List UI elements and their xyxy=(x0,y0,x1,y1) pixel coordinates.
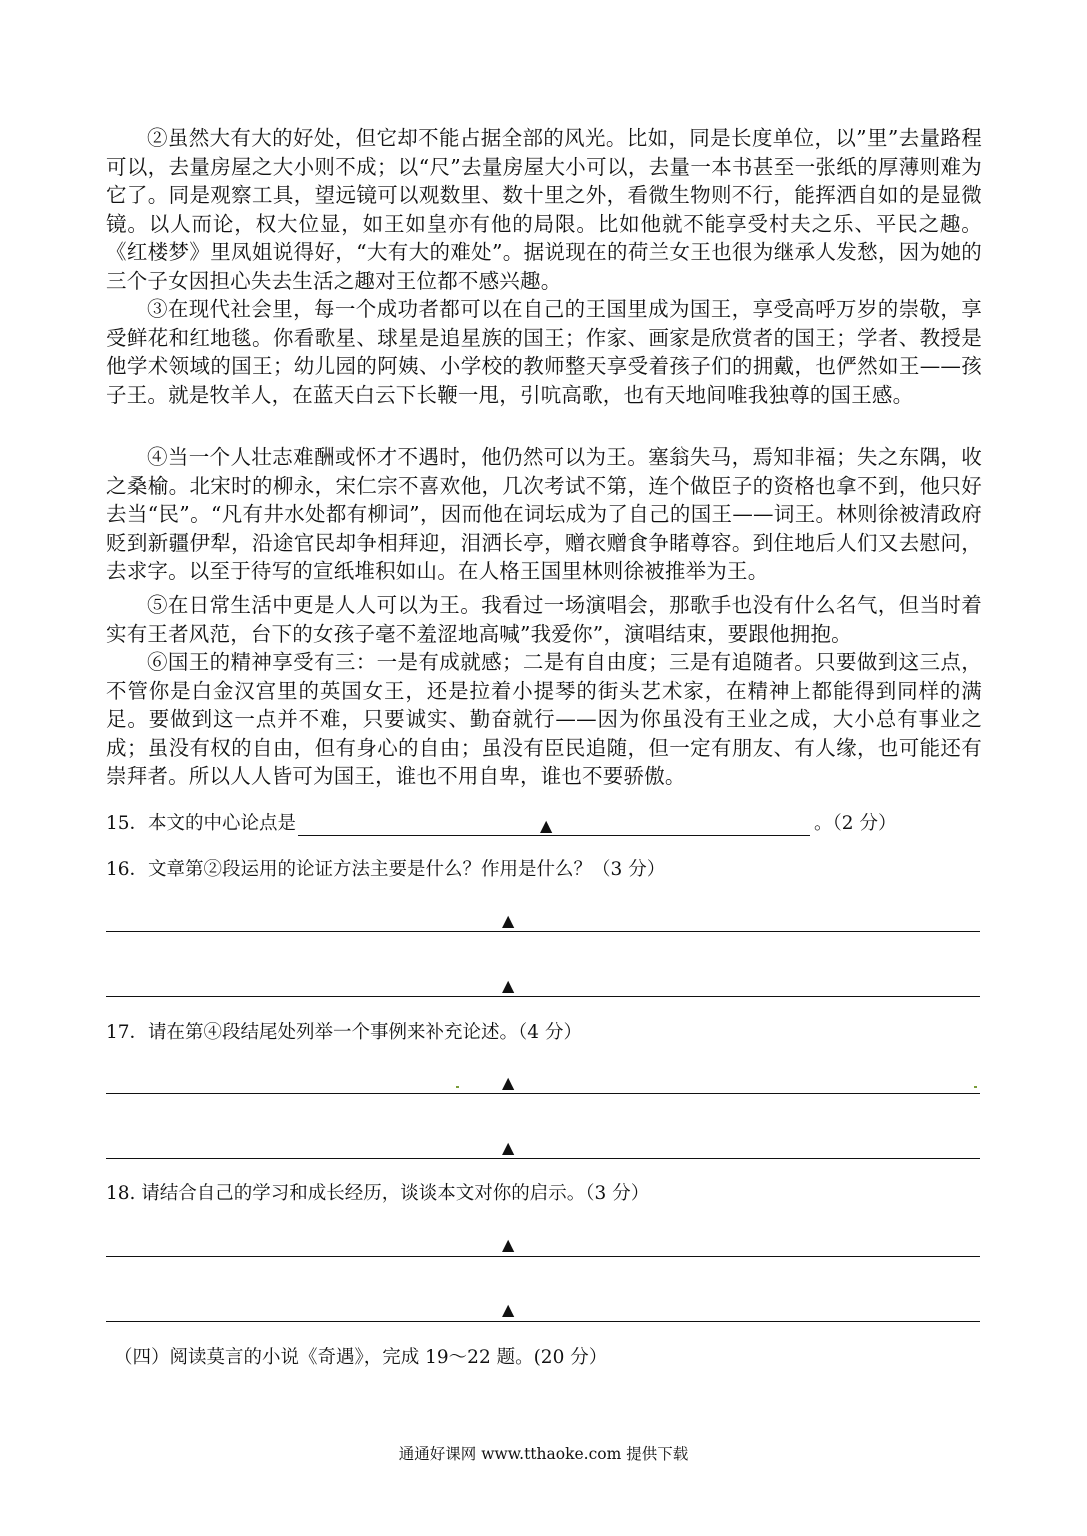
blank-marker: ▲ xyxy=(540,816,553,835)
answer-line-16a[interactable] xyxy=(106,931,980,932)
paragraph-6: ⑥国王的精神享受有三：一是有成就感；二是有自由度；三是有追随者。只要做到这三点，不管你是白金汉宫里的英国女王，还是拉着小提琴的街头艺术家，在精神上都能得到同样的满足。要做到这一点并不难，只要诚实、勤奋就行——因为你虽没有王业之成，大小总有事业之成；虽没有权的自由，但有身心的自由；虽没有臣民追随，但一定有朋友、有人缘，也可能还有崇拜者。所以人人皆可为国王，谁也不用自卑，谁也不要骄傲。 xyxy=(106,650,982,789)
scan-speck xyxy=(974,1086,977,1088)
question-17: 17．请在第④段结尾处列举一个事例来补充论述。（4 分） xyxy=(106,1022,582,1043)
blank-marker: ▲ xyxy=(502,976,515,995)
paragraph-4: ④当一个人壮志难酬或怀才不遇时，他仍然可以为王。塞翁失马，焉知非福；失之东隅，收之桑榆。北宋时的柳永，宋仁宗不喜欢他，几次考试不第，连个做臣子的资格也拿不到，他只好去当“民”。“凡有井水处都有柳词”，因而他在词坛成为了自己的国王——词王。林则徐被清政府贬到新疆伊犁，沿途官民却争相拜迎，泪洒长亭，赠衣赠食争睹尊容。到住地后人们又去慰问，去求字。以至于待写的宣纸堆积如山。在人格王国里林则徐被推举为王。 xyxy=(106,445,982,584)
question-15-prompt: 15．本文的中心论点是 xyxy=(106,813,297,834)
paragraph-3: ③在现代社会里，每一个成功者都可以在自己的王国里成为国王，享受高呼万岁的崇敬，享受鲜花和红地毯。你看歌星、球星是追星族的国王；作家、画家是欣赏者的国王；学者、教授是他学术领域的国王；幼儿园的阿姨、小学校的教师整天享受着孩子们的拥戴，也俨然如王——孩子王。就是牧羊人，在蓝天白云下长鞭一甩，引吭高歌，也有天地间唯我独尊的国王感。 xyxy=(106,297,982,407)
answer-line-17b[interactable] xyxy=(106,1158,980,1159)
blank-marker: ▲ xyxy=(502,1300,515,1319)
paragraph-2: ②虽然大有大的好处，但它却不能占据全部的风光。比如，同是长度单位，以”里”去量路程可以，去量房屋之大小则不成；以“尺”去量房屋大小可以，去量一本书甚至一张纸的厚薄则难为它了。同是观察工具，望远镜可以观数里、数十里之外，看微生物则不行，能挥洒自如的是显微镜。以人而论，权大位显，如王如皇亦有他的局限。比如他就不能享受村夫之乐、平民之趣。《红楼梦》里凤姐说得好，“大有大的难处”。据说现在的荷兰女王也很为继承人发愁，因为她的三个子女因担心失去生活之趣对王位都不感兴趣。 xyxy=(106,126,982,293)
blank-marker: ▲ xyxy=(502,1138,515,1157)
blank-marker: ▲ xyxy=(502,1235,515,1254)
question-15-points: 。（2 分） xyxy=(814,813,897,834)
question-15 xyxy=(106,812,896,836)
section-4-heading: （四）阅读莫言的小说《奇遇》，完成 19～22 题。(20 分） xyxy=(114,1347,608,1368)
page-footer: 通通好课网 www.tthaoke.com 提供下载 xyxy=(398,1445,689,1463)
answer-line-18a[interactable] xyxy=(106,1256,980,1257)
blank-marker: ▲ xyxy=(502,1073,515,1092)
question-16: 16．文章第②段运用的论证方法主要是什么？作用是什么？（3 分） xyxy=(106,859,666,880)
question-18: 18. 请结合自己的学习和成长经历，谈谈本文对你的启示。（3 分） xyxy=(106,1183,650,1204)
blank-marker: ▲ xyxy=(502,911,515,930)
scan-speck xyxy=(456,1086,459,1088)
paragraph-5: ⑤在日常生活中更是人人可以为王。我看过一场演唱会，那歌手也没有什么名气，但当时着实有王者风范，台下的女孩子毫不羞涩地高喊”我爱你”，演唱结束，要跟他拥抱。 xyxy=(106,593,982,646)
answer-line-17a[interactable] xyxy=(106,1093,980,1094)
answer-line-18b[interactable] xyxy=(106,1321,980,1322)
answer-blank-15[interactable] xyxy=(298,813,810,836)
answer-line-16b[interactable] xyxy=(106,996,980,997)
